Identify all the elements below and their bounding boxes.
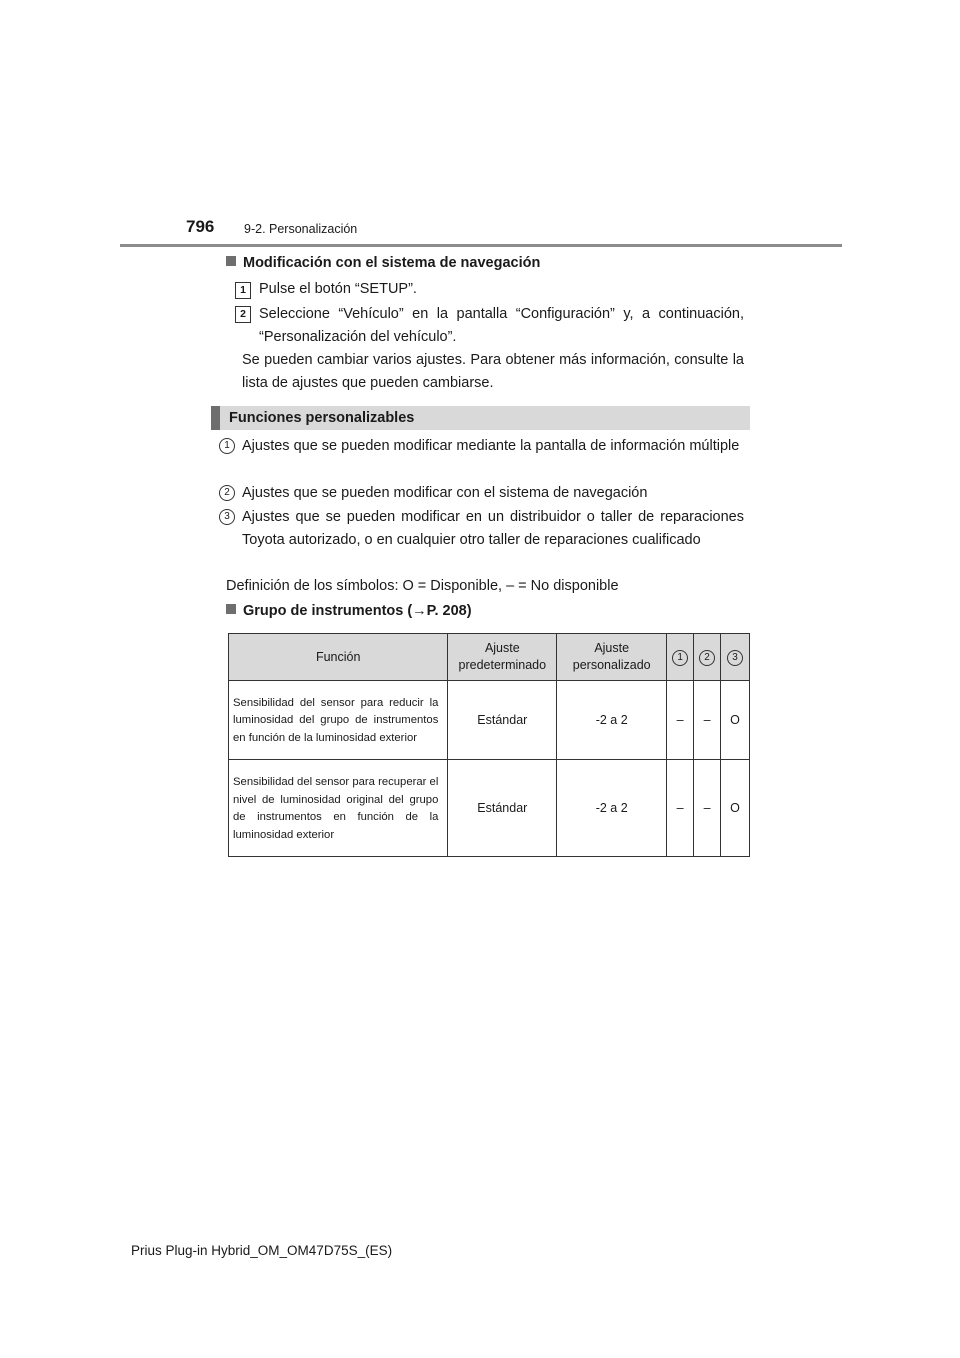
table-header-row xyxy=(229,634,750,681)
row-default: Estándar xyxy=(448,760,557,857)
row-custom: -2 a 2 xyxy=(557,760,667,857)
footer-document-id: Prius Plug-in Hybrid_OM_OM47D75S_(ES) xyxy=(131,1243,393,1258)
header-col-2 xyxy=(694,634,721,681)
header-function: Función xyxy=(229,634,448,681)
circled-number-2-icon: 2 xyxy=(219,485,235,501)
row-function: Sensibilidad del sensor para recuperar el nivel de luminosidad original del grupo de instrumentos en función de la luminosidad exterior xyxy=(229,760,448,857)
customization-table xyxy=(228,633,750,857)
header-custom: Ajuste personalizado xyxy=(557,634,667,681)
row-default: Estándar xyxy=(448,681,557,760)
circled-number-3-icon: 3 xyxy=(727,650,743,666)
circled-number-1-icon: 1 xyxy=(219,438,235,454)
table-row xyxy=(229,681,750,760)
page-number: 796 xyxy=(186,217,215,236)
step-badge-1: 1 xyxy=(235,282,251,299)
nav-note: Se pueden cambiar varios ajustes. Para obtener más información, consulte la lista de ajustes que pueden cambiarse. xyxy=(242,352,744,391)
row-col-3: O xyxy=(721,760,750,857)
row-col-2: – xyxy=(694,760,721,857)
definition-2: Ajustes que se pueden modificar con el sistema de navegación xyxy=(242,485,648,501)
step-text-2: Seleccione “Vehículo” en la pantalla “Configuración” y, a continuación, “Personalización del vehículo”. xyxy=(259,306,744,345)
bullet-square-icon xyxy=(226,604,236,614)
definition-1: Ajustes que se pueden modificar mediante la pantalla de información múltiple xyxy=(242,438,740,454)
header-default: Ajuste predeterminado xyxy=(448,634,557,681)
circled-number-3-icon: 3 xyxy=(219,509,235,525)
instruments-heading-text: Grupo de instrumentos (→P. 208) xyxy=(243,603,472,619)
row-col-1: – xyxy=(667,760,694,857)
row-custom: -2 a 2 xyxy=(557,681,667,760)
step-badge-2: 2 xyxy=(235,306,251,323)
functions-section-header xyxy=(211,406,750,430)
row-col-2: – xyxy=(694,681,721,760)
symbols-definition: Definición de los símbolos: O = Disponible, – = No disponible xyxy=(226,578,619,594)
functions-section-title: Funciones personalizables xyxy=(229,410,415,426)
row-function: Sensibilidad del sensor para reducir la luminosidad del grupo de instrumentos en función de la luminosidad exterior xyxy=(229,681,448,760)
header-col-1 xyxy=(667,634,694,681)
section-title: 9-2. Personalización xyxy=(244,222,358,236)
step-text-1: Pulse el botón “SETUP”. xyxy=(259,281,417,297)
row-col-1: – xyxy=(667,681,694,760)
nav-heading-text: Modificación con el sistema de navegación xyxy=(243,255,541,271)
section-accent-bar xyxy=(211,406,220,430)
header-rule xyxy=(120,244,842,247)
row-col-3: O xyxy=(721,681,750,760)
header-col-3 xyxy=(721,634,750,681)
circled-number-2-icon: 2 xyxy=(699,650,715,666)
definition-3: Ajustes que se pueden modificar en un distribuidor o taller de reparaciones Toyota autorizado, o en cualquier otro taller de reparaciones cualificado xyxy=(242,509,744,548)
circled-number-1-icon: 1 xyxy=(672,650,688,666)
nav-heading xyxy=(226,255,540,271)
table-row xyxy=(229,760,750,857)
instruments-heading xyxy=(226,603,472,619)
bullet-square-icon xyxy=(226,256,236,266)
